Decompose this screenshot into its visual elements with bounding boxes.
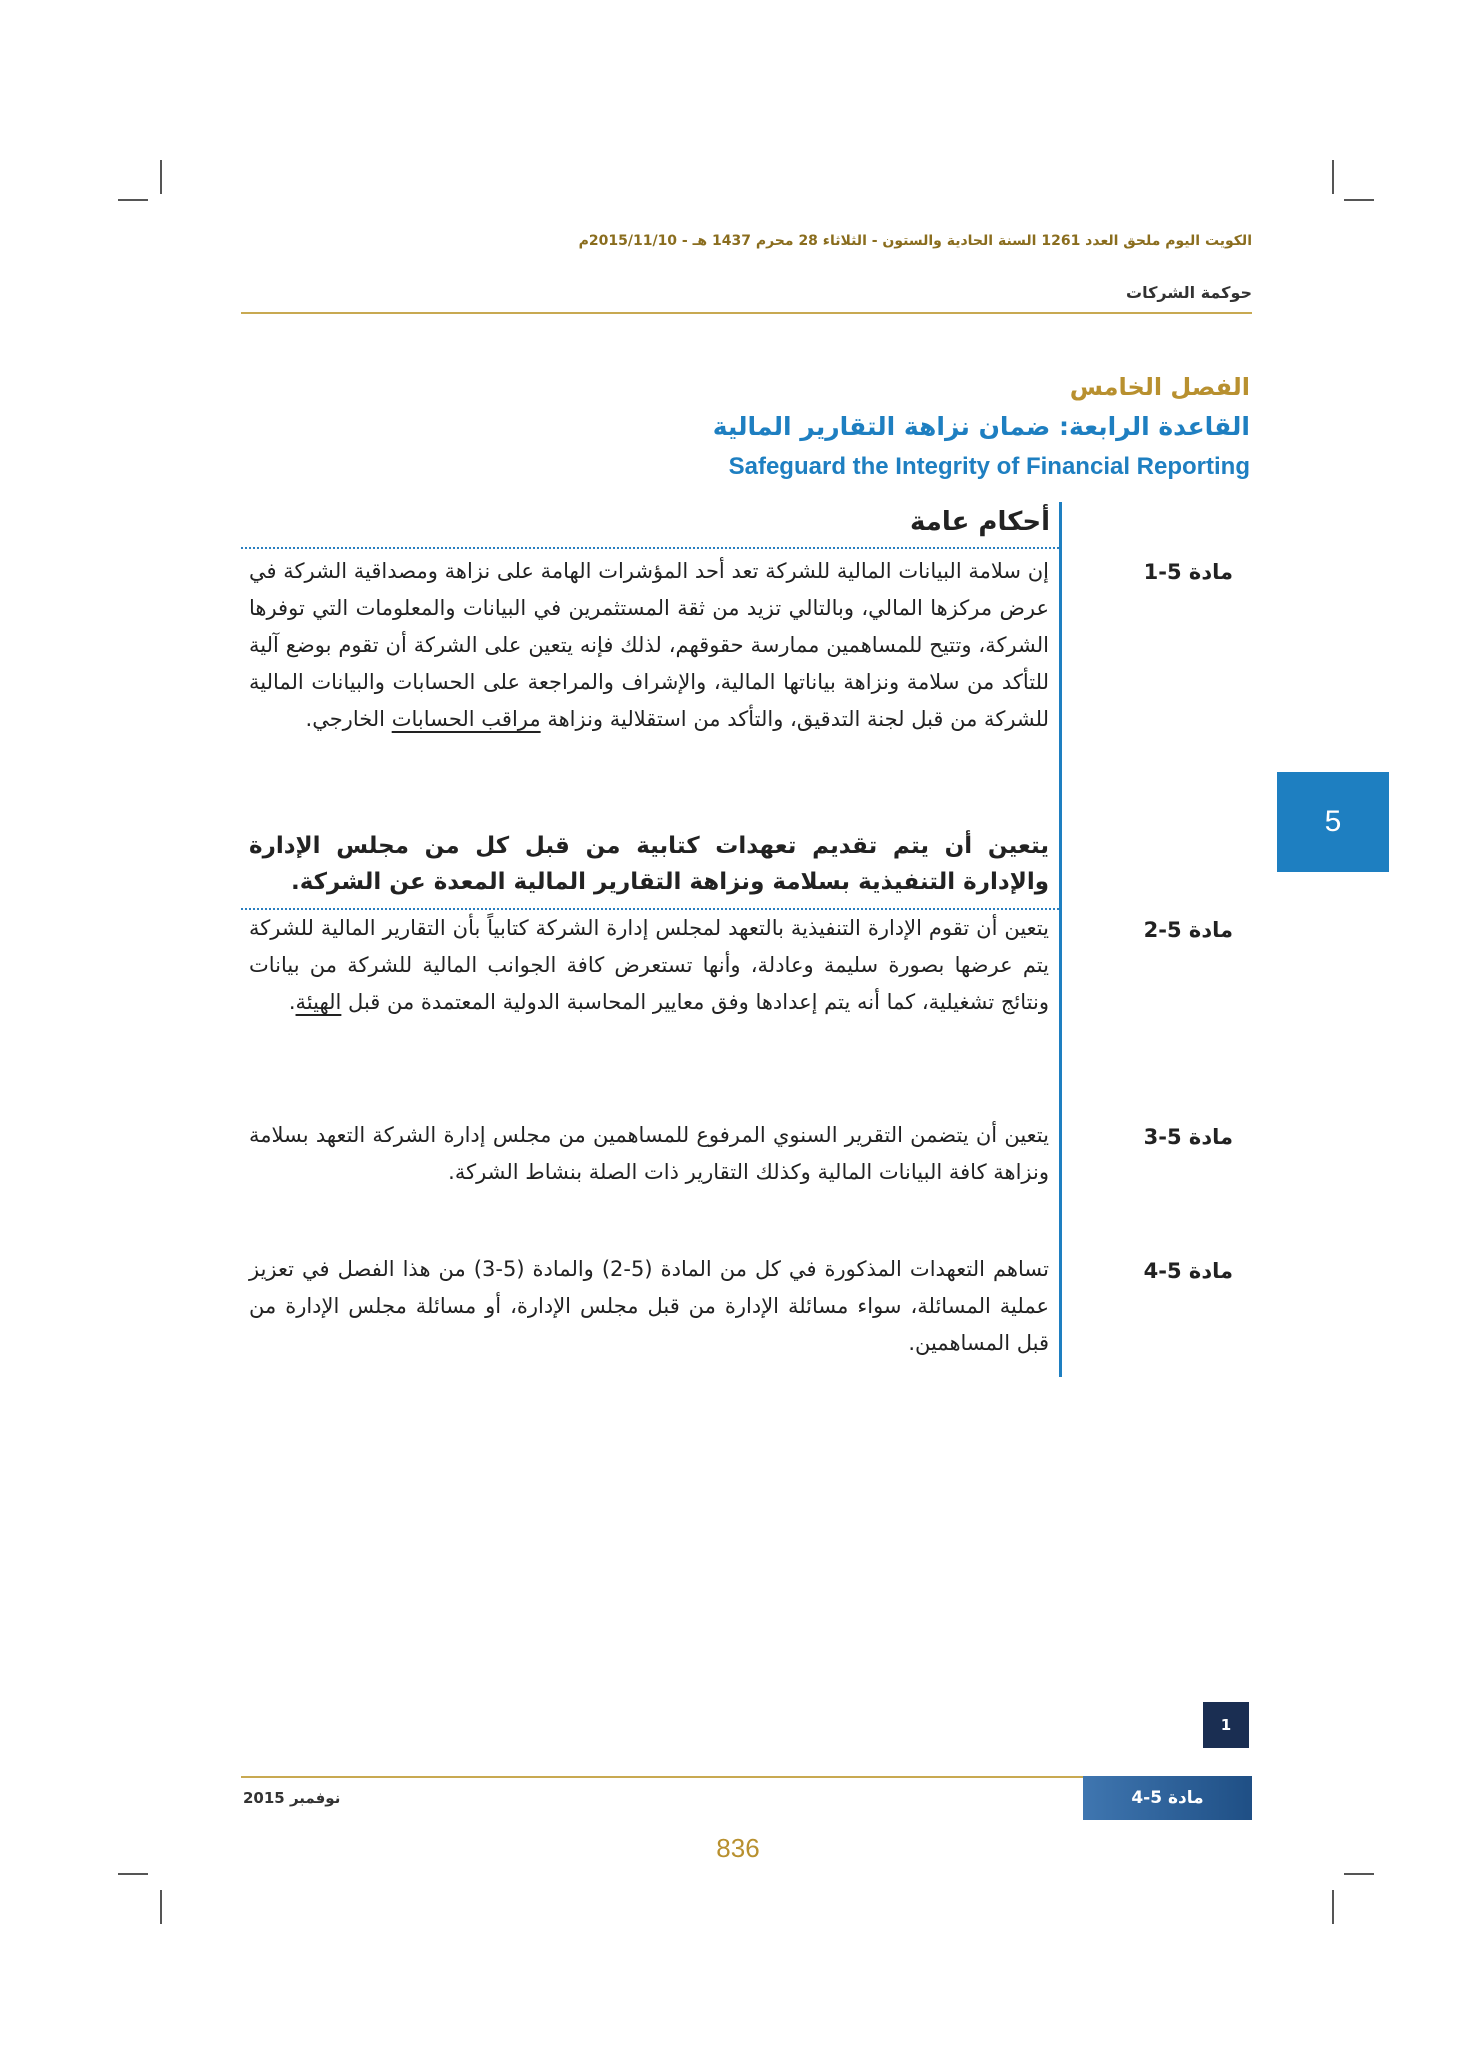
article-label: مادة 5-4 [1143,1259,1233,1283]
article-text-part: إن سلامة البيانات المالية للشركة تعد أحد المؤشرات الهامة على نزاهة ومصداقية الشركة في عرض مركزها المالي، وبالتالي تزيد من ثقة المستثمرين في البيانات والمعلومات التي توفرها الشركة، وتتيح للمساهمين ممارسة حقوقهم، لذلك فإنه يتعين على الشركة أن تقوم بوضع آلية للتأكد من سلامة ونزاهة بياناتها المالية، والإشراف والمراجعة على الحسابات والبيانات المالية للشركة من قبل لجنة التدقيق، والتأكد من استقلالية ونزاهة [249,559,1049,731]
crop-mark [160,1890,162,1924]
dotted-separator [241,547,1059,549]
article-label: مادة 5-3 [1143,1125,1233,1149]
page-indicator-box: 1 [1203,1702,1249,1748]
content-divider-vertical [1059,502,1062,1377]
footer-article-ref[interactable]: مادة 5-4 [1083,1776,1252,1820]
auditor-term-link[interactable]: مراقب الحسابات [391,707,541,731]
rule-title-english: Safeguard the Integrity of Financial Reporting [728,453,1250,480]
authority-term-link[interactable]: الهيئة [295,990,342,1014]
crop-mark [118,1873,148,1875]
general-provisions-heading: أحكام عامة [909,507,1050,537]
article-label: مادة 5-1 [1143,560,1233,584]
article-text-part: . [288,990,296,1014]
article-text [249,910,1049,1021]
crop-mark [1332,160,1334,194]
crop-mark [1344,199,1374,201]
article-text [249,553,1049,738]
crop-mark [160,160,162,194]
rule-title-arabic: القاعدة الرابعة: ضمان نزاهة التقارير المالية [712,412,1250,441]
crop-mark [118,199,148,201]
footer-date: نوفمبر 2015 [243,1789,341,1807]
gazette-header: الكويت اليوم ملحق العدد 1261 السنة الحادية والستون - الثلاثاء 28 محرم 1437 هـ - 2015/11/10م [578,233,1252,249]
article-label: مادة 5-2 [1143,918,1233,942]
article-text: تساهم التعهدات المذكورة في كل من المادة (5-2) والمادة (5-3) من هذا الفصل في تعزيز عملية المسائلة، سواء مسائلة الإدارة من قبل مجلس الإدارة، أو مسائلة مجلس الإدارة من قبل المساهمين. [249,1257,1049,1355]
chapter-tab[interactable]: 5 [1277,772,1389,872]
crop-mark [1344,1873,1374,1875]
article-text: يتعين أن يتضمن التقرير السنوي المرفوع للمساهمين من مجلس إدارة الشركة التعهد بسلامة ونزاهة كافة البيانات المالية وكذلك التقارير ذات الصلة بنشاط الشركة. [249,1123,1049,1184]
undertakings-heading: يتعين أن يتم تقديم تعهدات كتابية من قبل كل من مجلس الإدارة والإدارة التنفيذية بسلامة ونزاهة التقارير المالية المعدة عن الشركة. [249,833,1049,895]
chapter-title: الفصل الخامس [1069,373,1250,401]
article-text-part: الخارجي. [305,707,392,731]
article-text-part: يتعين أن تقوم الإدارة التنفيذية بالتعهد لمجلس إدارة الشركة كتابياً بأن التقارير المالية للشركة يتم عرضها بصورة سليمة وعادلة، وأنها تستعرض كافة الجوانب المالية للشركة من بيانات ونتائج تشغيلية، كما أنه يتم إعدادها وفق معايير المحاسبة الدولية المعتمدة من قبل [249,916,1049,1014]
crop-mark [1332,1890,1334,1924]
header-divider [241,312,1252,314]
page-number: 836 [716,1833,760,1863]
section-title: حوكمة الشركات [1126,283,1252,302]
